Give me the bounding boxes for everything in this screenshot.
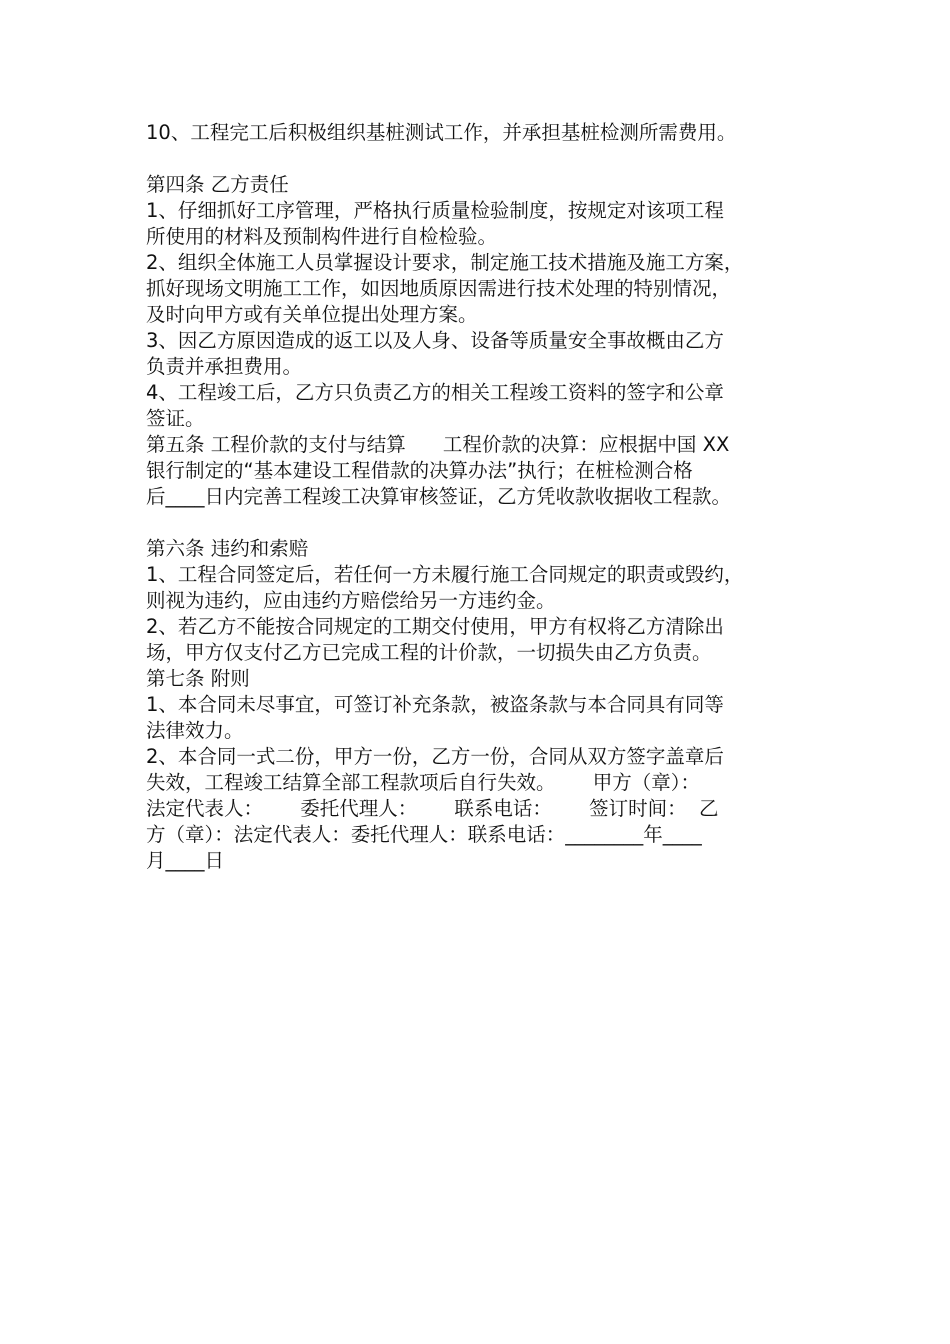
text-line: 4、工程竣工后，乙方只负责乙方的相关工程竣工资料的签字和公章 — [146, 381, 724, 404]
text-line: 2、若乙方不能按合同规定的工期交付使用，甲方有权将乙方清除出 — [146, 615, 724, 638]
signature-date-line: 月____日 — [146, 849, 225, 872]
text-line: 2、本合同一式二份，甲方一份，乙方一份，合同从双方签字盖章后 — [146, 745, 724, 768]
section-heading-7: 第七条 附则 — [146, 667, 250, 690]
text-line: 场，甲方仅支付乙方已完成工程的计价款，一切损失由乙方负责。 — [146, 641, 712, 664]
text-line: 失效，工程竣工结算全部工程款项后自行失效。 甲方（章）： — [146, 771, 700, 794]
text-line: 10、工程完工后积极组织基桩测试工作，并承担基桩检测所需费用。 — [146, 121, 737, 144]
signature-line: 方（章）：法定代表人：委托代理人：联系电话：________年____ — [146, 823, 702, 846]
section-heading-5: 第五条 工程价款的支付与结算 工程价款的决算：应根据中国 XX — [146, 433, 730, 456]
text-line: 3、因乙方原因造成的返工以及人身、设备等质量安全事故概由乙方 — [146, 329, 724, 352]
text-line: 1、本合同未尽事宜，可签订补充条款，被盗条款与本合同具有同等 — [146, 693, 724, 716]
text-line: 银行制定的“基本建设工程借款的决算办法”执行；在桩检测合格 — [146, 459, 693, 482]
document-page — [146, 120, 814, 874]
blank-line — [146, 510, 814, 536]
text-line: 抓好现场文明施工工作，如因地质原因需进行技术处理的特别情况， — [146, 277, 732, 300]
text-line: 所使用的材料及预制构件进行自检检验。 — [146, 225, 498, 248]
signature-line: 法定代表人： 委托代理人： 联系电话： 签订时间： 乙 — [146, 797, 719, 820]
section-heading-6: 第六条 违约和索赔 — [146, 537, 309, 560]
section-heading-4: 第四条 乙方责任 — [146, 173, 289, 196]
text-line: 1、仔细抓好工序管理，严格执行质量检验制度，按规定对该项工程 — [146, 199, 724, 222]
blank-line — [146, 146, 814, 172]
text-line: 及时向甲方或有关单位提出处理方案。 — [146, 303, 478, 326]
text-line: 负责并承担费用。 — [146, 355, 303, 378]
text-line: 2、组织全体施工人员掌握设计要求，制定施工技术措施及施工方案， — [146, 251, 744, 274]
text-line: 法律效力。 — [146, 719, 244, 742]
text-line: 签证。 — [146, 407, 205, 430]
text-line: 后____日内完善工程竣工决算审核签证，乙方凭收款收据收工程款。 — [146, 485, 732, 508]
text-line: 则视为违约，应由违约方赔偿给另一方违约金。 — [146, 589, 556, 612]
text-line: 1、工程合同签定后，若任何一方未履行施工合同规定的职责或毁约， — [146, 563, 744, 586]
